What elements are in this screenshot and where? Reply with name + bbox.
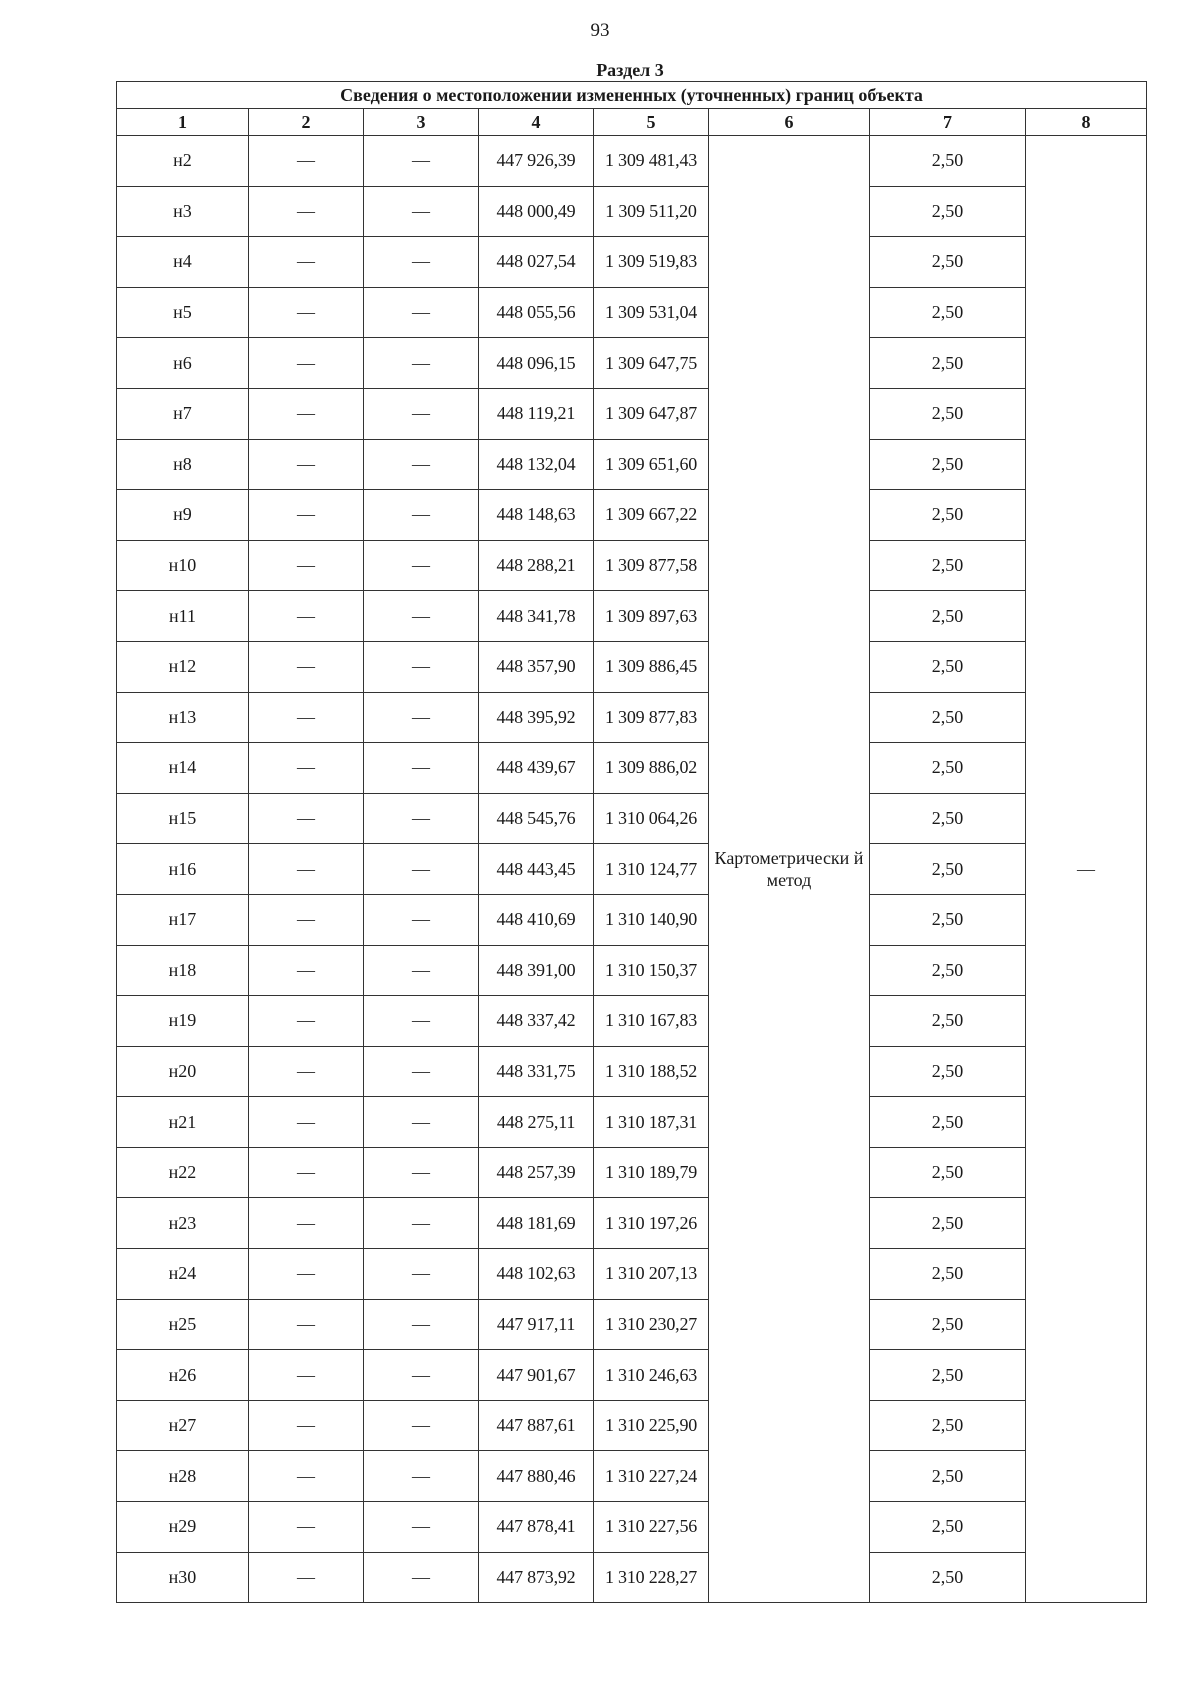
point-name: н11 bbox=[117, 591, 249, 642]
precision: 2,50 bbox=[870, 1350, 1026, 1401]
coord-x: 448 132,04 bbox=[479, 439, 594, 490]
cell-dash: — bbox=[249, 945, 364, 996]
cell-dash: — bbox=[364, 237, 479, 288]
cell-dash: — bbox=[364, 490, 479, 541]
point-name: н4 bbox=[117, 237, 249, 288]
cell-dash: — bbox=[364, 641, 479, 692]
point-name: н16 bbox=[117, 844, 249, 895]
point-name: н17 bbox=[117, 894, 249, 945]
coord-y: 1 310 225,90 bbox=[594, 1400, 709, 1451]
coord-y: 1 309 886,45 bbox=[594, 641, 709, 692]
coord-x: 448 337,42 bbox=[479, 996, 594, 1047]
coord-x: 447 901,67 bbox=[479, 1350, 594, 1401]
table-row bbox=[117, 844, 1147, 895]
table-row bbox=[117, 287, 1147, 338]
coord-y: 1 310 064,26 bbox=[594, 793, 709, 844]
cell-dash: — bbox=[249, 1147, 364, 1198]
precision: 2,50 bbox=[870, 439, 1026, 490]
precision: 2,50 bbox=[870, 641, 1026, 692]
point-name: н20 bbox=[117, 1046, 249, 1097]
coord-y: 1 309 647,75 bbox=[594, 338, 709, 389]
coord-y: 1 310 228,27 bbox=[594, 1552, 709, 1603]
coord-y: 1 310 189,79 bbox=[594, 1147, 709, 1198]
coord-x: 448 257,39 bbox=[479, 1147, 594, 1198]
coord-y: 1 309 667,22 bbox=[594, 490, 709, 541]
precision: 2,50 bbox=[870, 540, 1026, 591]
table-row bbox=[117, 490, 1147, 541]
precision: 2,50 bbox=[870, 743, 1026, 794]
coord-x: 448 443,45 bbox=[479, 844, 594, 895]
cell-dash: — bbox=[249, 591, 364, 642]
point-name: н23 bbox=[117, 1198, 249, 1249]
point-name: н29 bbox=[117, 1502, 249, 1553]
cell-dash: — bbox=[249, 1451, 364, 1502]
precision: 2,50 bbox=[870, 287, 1026, 338]
cell-dash: — bbox=[364, 945, 479, 996]
precision: 2,50 bbox=[870, 1299, 1026, 1350]
table-row bbox=[117, 1502, 1147, 1553]
precision: 2,50 bbox=[870, 136, 1026, 187]
table-row bbox=[117, 186, 1147, 237]
cell-dash: — bbox=[249, 996, 364, 1047]
coord-y: 1 310 167,83 bbox=[594, 996, 709, 1047]
coord-y: 1 310 227,56 bbox=[594, 1502, 709, 1553]
cell-dash: — bbox=[249, 439, 364, 490]
table-row bbox=[117, 894, 1147, 945]
coord-y: 1 309 877,58 bbox=[594, 540, 709, 591]
point-name: н10 bbox=[117, 540, 249, 591]
cell-dash: — bbox=[249, 1198, 364, 1249]
coord-y: 1 309 481,43 bbox=[594, 136, 709, 187]
cell-dash: — bbox=[249, 388, 364, 439]
point-name: н24 bbox=[117, 1249, 249, 1300]
coord-x: 447 926,39 bbox=[479, 136, 594, 187]
point-name: н9 bbox=[117, 490, 249, 541]
coord-y: 1 310 187,31 bbox=[594, 1097, 709, 1148]
table-row bbox=[117, 1046, 1147, 1097]
column-number-7: 7 bbox=[870, 109, 1026, 136]
cell-dash: — bbox=[249, 338, 364, 389]
precision: 2,50 bbox=[870, 1097, 1026, 1148]
cell-dash: — bbox=[364, 287, 479, 338]
precision: 2,50 bbox=[870, 692, 1026, 743]
coord-y: 1 309 877,83 bbox=[594, 692, 709, 743]
coord-x: 447 917,11 bbox=[479, 1299, 594, 1350]
coord-x: 448 102,63 bbox=[479, 1249, 594, 1300]
cell-dash: — bbox=[364, 1147, 479, 1198]
column-number-3: 3 bbox=[364, 109, 479, 136]
point-name: н28 bbox=[117, 1451, 249, 1502]
cell-dash: — bbox=[364, 1249, 479, 1300]
table-row bbox=[117, 1400, 1147, 1451]
cell-dash: — bbox=[249, 1046, 364, 1097]
coord-y: 1 310 197,26 bbox=[594, 1198, 709, 1249]
cell-dash: — bbox=[364, 1046, 479, 1097]
precision: 2,50 bbox=[870, 793, 1026, 844]
coord-y: 1 309 511,20 bbox=[594, 186, 709, 237]
cell-dash: — bbox=[364, 186, 479, 237]
cell-dash: — bbox=[249, 1552, 364, 1603]
cell-dash: — bbox=[249, 287, 364, 338]
coord-y: 1 310 230,27 bbox=[594, 1299, 709, 1350]
coord-x: 448 395,92 bbox=[479, 692, 594, 743]
page-number: 93 bbox=[590, 20, 610, 41]
column-number-1: 1 bbox=[117, 109, 249, 136]
cell-dash: — bbox=[364, 1451, 479, 1502]
table-row bbox=[117, 591, 1147, 642]
cell-dash: — bbox=[364, 743, 479, 794]
coord-x: 448 391,00 bbox=[479, 945, 594, 996]
cell-dash: — bbox=[249, 186, 364, 237]
precision: 2,50 bbox=[870, 186, 1026, 237]
coord-x: 448 410,69 bbox=[479, 894, 594, 945]
point-name: н13 bbox=[117, 692, 249, 743]
coord-x: 447 878,41 bbox=[479, 1502, 594, 1553]
section-title: Раздел 3 bbox=[596, 60, 664, 80]
cell-dash: — bbox=[249, 1097, 364, 1148]
method-cell: Картометрически й метод bbox=[709, 136, 870, 1603]
cell-dash: — bbox=[364, 1502, 479, 1553]
coord-x: 448 000,49 bbox=[479, 186, 594, 237]
column-number-2: 2 bbox=[249, 109, 364, 136]
table-row bbox=[117, 641, 1147, 692]
table-row bbox=[117, 1299, 1147, 1350]
cell-dash: — bbox=[249, 540, 364, 591]
point-name: н30 bbox=[117, 1552, 249, 1603]
cell-dash: — bbox=[249, 490, 364, 541]
cell-dash: — bbox=[249, 692, 364, 743]
cell-dash: — bbox=[364, 439, 479, 490]
coord-y: 1 310 227,24 bbox=[594, 1451, 709, 1502]
coord-y: 1 310 150,37 bbox=[594, 945, 709, 996]
cell-dash: — bbox=[249, 793, 364, 844]
cell-dash: — bbox=[249, 1299, 364, 1350]
cell-dash: — bbox=[249, 1502, 364, 1553]
point-name: н3 bbox=[117, 186, 249, 237]
table-row bbox=[117, 540, 1147, 591]
point-name: н5 bbox=[117, 287, 249, 338]
precision: 2,50 bbox=[870, 388, 1026, 439]
precision: 2,50 bbox=[870, 1502, 1026, 1553]
table-row bbox=[117, 388, 1147, 439]
point-name: н18 bbox=[117, 945, 249, 996]
table-row bbox=[117, 1451, 1147, 1502]
coord-y: 1 310 188,52 bbox=[594, 1046, 709, 1097]
point-name: н2 bbox=[117, 136, 249, 187]
coord-x: 448 288,21 bbox=[479, 540, 594, 591]
cell-dash: — bbox=[364, 1299, 479, 1350]
cell-dash: — bbox=[249, 894, 364, 945]
coord-x: 447 873,92 bbox=[479, 1552, 594, 1603]
point-name: н14 bbox=[117, 743, 249, 794]
point-name: н26 bbox=[117, 1350, 249, 1401]
precision: 2,50 bbox=[870, 237, 1026, 288]
coord-x: 448 027,54 bbox=[479, 237, 594, 288]
table-row bbox=[117, 996, 1147, 1047]
coord-x: 448 148,63 bbox=[479, 490, 594, 541]
coord-x: 447 887,61 bbox=[479, 1400, 594, 1451]
cell-dash: — bbox=[364, 591, 479, 642]
table-row bbox=[117, 1097, 1147, 1148]
coord-x: 448 439,67 bbox=[479, 743, 594, 794]
precision: 2,50 bbox=[870, 1400, 1026, 1451]
point-name: н19 bbox=[117, 996, 249, 1047]
table-title: Сведения о местоположении измененных (уточненных) границ объекта bbox=[117, 82, 1147, 109]
table-row bbox=[117, 1249, 1147, 1300]
precision: 2,50 bbox=[870, 1552, 1026, 1603]
table-row bbox=[117, 237, 1147, 288]
coord-x: 448 341,78 bbox=[479, 591, 594, 642]
coord-y: 1 309 886,02 bbox=[594, 743, 709, 794]
cell-dash: — bbox=[364, 388, 479, 439]
precision: 2,50 bbox=[870, 1198, 1026, 1249]
table-row bbox=[117, 743, 1147, 794]
point-name: н21 bbox=[117, 1097, 249, 1148]
precision: 2,50 bbox=[870, 945, 1026, 996]
coord-x: 448 545,76 bbox=[479, 793, 594, 844]
table-row bbox=[117, 1552, 1147, 1603]
point-name: н27 bbox=[117, 1400, 249, 1451]
column-8-cell: — bbox=[1026, 136, 1147, 1603]
coord-x: 448 275,11 bbox=[479, 1097, 594, 1148]
coord-y: 1 309 531,04 bbox=[594, 287, 709, 338]
coord-y: 1 309 651,60 bbox=[594, 439, 709, 490]
coord-y: 1 309 897,63 bbox=[594, 591, 709, 642]
precision: 2,50 bbox=[870, 490, 1026, 541]
precision: 2,50 bbox=[870, 1046, 1026, 1097]
table-row bbox=[117, 338, 1147, 389]
coord-y: 1 310 140,90 bbox=[594, 894, 709, 945]
table-row bbox=[117, 793, 1147, 844]
precision: 2,50 bbox=[870, 591, 1026, 642]
precision: 2,50 bbox=[870, 1147, 1026, 1198]
point-name: н15 bbox=[117, 793, 249, 844]
point-name: н25 bbox=[117, 1299, 249, 1350]
column-number-6: 6 bbox=[709, 109, 870, 136]
coord-y: 1 309 519,83 bbox=[594, 237, 709, 288]
coord-y: 1 310 207,13 bbox=[594, 1249, 709, 1300]
cell-dash: — bbox=[364, 1350, 479, 1401]
table-row bbox=[117, 1198, 1147, 1249]
column-number-4: 4 bbox=[479, 109, 594, 136]
boundary-table bbox=[116, 81, 1147, 1603]
cell-dash: — bbox=[364, 1552, 479, 1603]
table-row bbox=[117, 1147, 1147, 1198]
coord-x: 448 096,15 bbox=[479, 338, 594, 389]
point-name: н7 bbox=[117, 388, 249, 439]
precision: 2,50 bbox=[870, 996, 1026, 1047]
cell-dash: — bbox=[249, 641, 364, 692]
precision: 2,50 bbox=[870, 1249, 1026, 1300]
point-name: н6 bbox=[117, 338, 249, 389]
coord-x: 448 181,69 bbox=[479, 1198, 594, 1249]
coord-y: 1 310 124,77 bbox=[594, 844, 709, 895]
coord-y: 1 309 647,87 bbox=[594, 388, 709, 439]
cell-dash: — bbox=[364, 1097, 479, 1148]
cell-dash: — bbox=[364, 136, 479, 187]
precision: 2,50 bbox=[870, 1451, 1026, 1502]
precision: 2,50 bbox=[870, 338, 1026, 389]
coord-y: 1 310 246,63 bbox=[594, 1350, 709, 1401]
column-number-5: 5 bbox=[594, 109, 709, 136]
cell-dash: — bbox=[364, 692, 479, 743]
cell-dash: — bbox=[364, 338, 479, 389]
cell-dash: — bbox=[249, 136, 364, 187]
cell-dash: — bbox=[249, 237, 364, 288]
cell-dash: — bbox=[364, 1400, 479, 1451]
coord-x: 448 119,21 bbox=[479, 388, 594, 439]
cell-dash: — bbox=[364, 1198, 479, 1249]
table-row bbox=[117, 945, 1147, 996]
coord-x: 448 357,90 bbox=[479, 641, 594, 692]
precision: 2,50 bbox=[870, 844, 1026, 895]
cell-dash: — bbox=[249, 743, 364, 794]
column-number-8: 8 bbox=[1026, 109, 1147, 136]
point-name: н12 bbox=[117, 641, 249, 692]
coord-x: 448 055,56 bbox=[479, 287, 594, 338]
table-row bbox=[117, 439, 1147, 490]
cell-dash: — bbox=[364, 996, 479, 1047]
cell-dash: — bbox=[364, 844, 479, 895]
table-row bbox=[117, 692, 1147, 743]
cell-dash: — bbox=[249, 1350, 364, 1401]
cell-dash: — bbox=[364, 793, 479, 844]
cell-dash: — bbox=[364, 540, 479, 591]
precision: 2,50 bbox=[870, 894, 1026, 945]
table-row bbox=[117, 136, 1147, 187]
cell-dash: — bbox=[249, 844, 364, 895]
cell-dash: — bbox=[249, 1400, 364, 1451]
point-name: н8 bbox=[117, 439, 249, 490]
table-row bbox=[117, 1350, 1147, 1401]
coord-x: 447 880,46 bbox=[479, 1451, 594, 1502]
cell-dash: — bbox=[364, 894, 479, 945]
coord-x: 448 331,75 bbox=[479, 1046, 594, 1097]
cell-dash: — bbox=[249, 1249, 364, 1300]
point-name: н22 bbox=[117, 1147, 249, 1198]
